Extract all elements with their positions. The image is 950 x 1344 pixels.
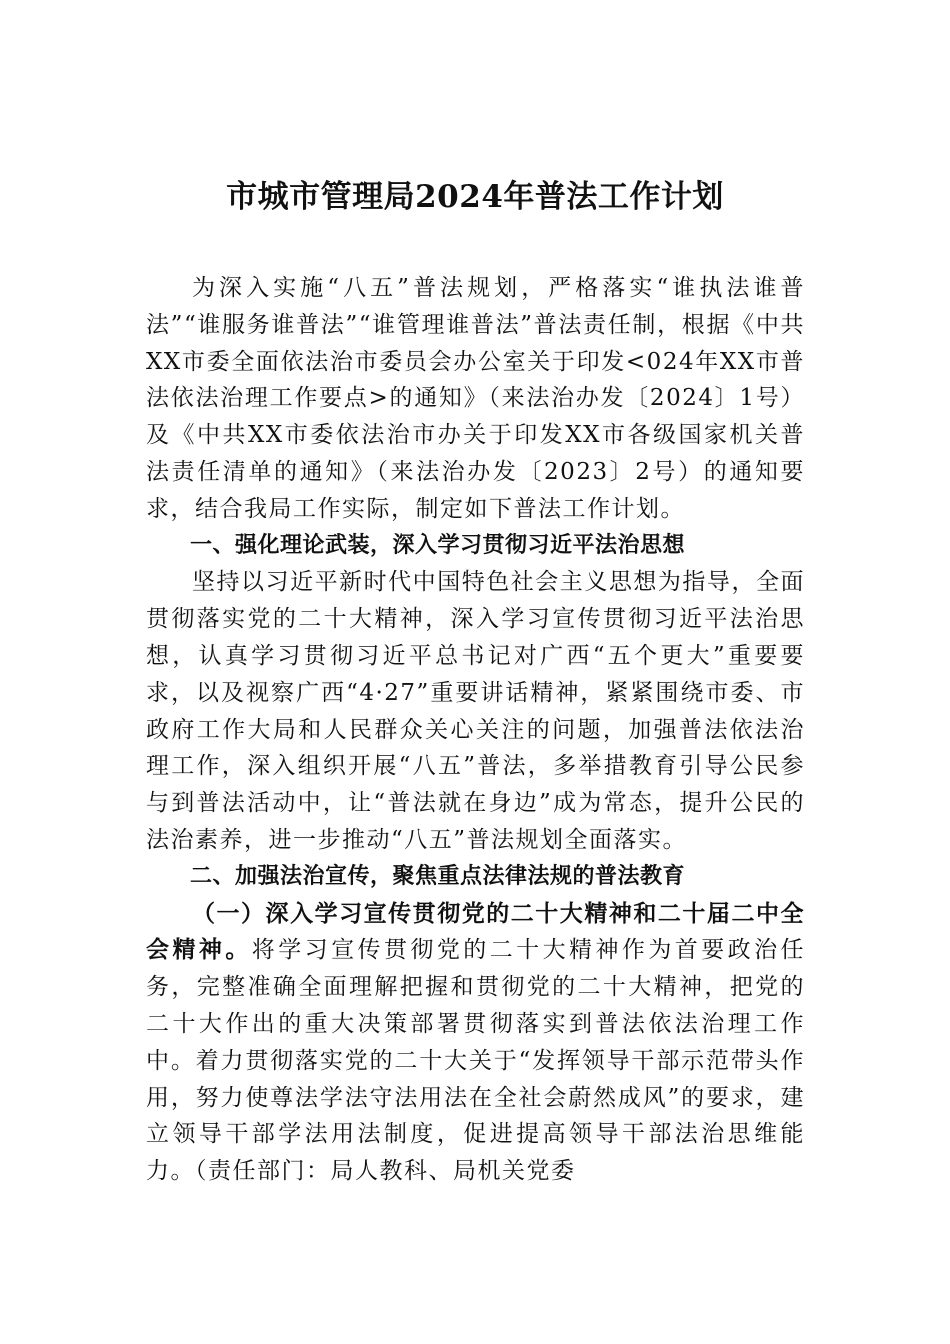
subsection-heading-2-1: （一）深入学习宣传贯彻党的二十大精神和二十届二中全会精神。 xyxy=(146,899,805,964)
document-title: 市城市管理局2024年普法工作计划 xyxy=(226,179,724,215)
section-heading-2: 二、加强法治宣传，聚焦重点法律法规的普法教育 xyxy=(190,863,686,889)
subsection-text-2-1: 将学习宣传贯彻党的二十大精神作为首要政治任务，完整准确全面理解把握和贯彻党的二十大精神，把党的二十大作出的重大决策部署贯彻落实到普法依法治理工作中。着力贯彻落实党的二十大关于“发挥领导干部示范带头作用，努力使尊法学法守法用法在全社会蔚然成风”的要求，建立领导干部学法用法制度，促进提高领导干部法治思维能力。（责任部门：局人教科、局机关党委 xyxy=(146,937,805,1185)
section-heading-1: 一、强化理论武装，深入学习贯彻习近平法治思想 xyxy=(190,532,686,558)
document-body xyxy=(146,270,805,1190)
section-paragraph-2 xyxy=(146,896,805,1190)
intro-paragraph: 为深入实施“八五”普法规划，严格落实“谁执法谁普法”“谁服务谁普法”“谁管理谁普法”普法责任制，根据《中共XX市委全面依法治市委员会办公室关于印发<024年XX市普法依法治理工作要点>的通知》（来法治办发〔2024〕1号）及《中共XX市委依法治市办关于印发XX市各级国家机关普法责任清单的通知》（来法治办发〔2023〕2号）的通知要求，结合我局工作实际，制定如下普法工作计划。 xyxy=(146,275,805,522)
section-paragraph-1: 坚持以习近平新时代中国特色社会主义思想为指导，全面贯彻落实党的二十大精神，深入学习宣传贯彻习近平法治思想，认真学习贯彻习近平总书记对广西“五个更大”重要要求，以及视察广西“4·27”重要讲话精神，紧紧围绕市委、市政府工作大局和人民群众关心关注的问题，加强普法依法治理工作，深入组织开展“八五”普法，多举措教育引导公民参与到普法活动中，让“普法就在身边”成为常态，提升公民的法治素养，进一步推动“八五”普法规划全面落实。 xyxy=(146,569,805,853)
